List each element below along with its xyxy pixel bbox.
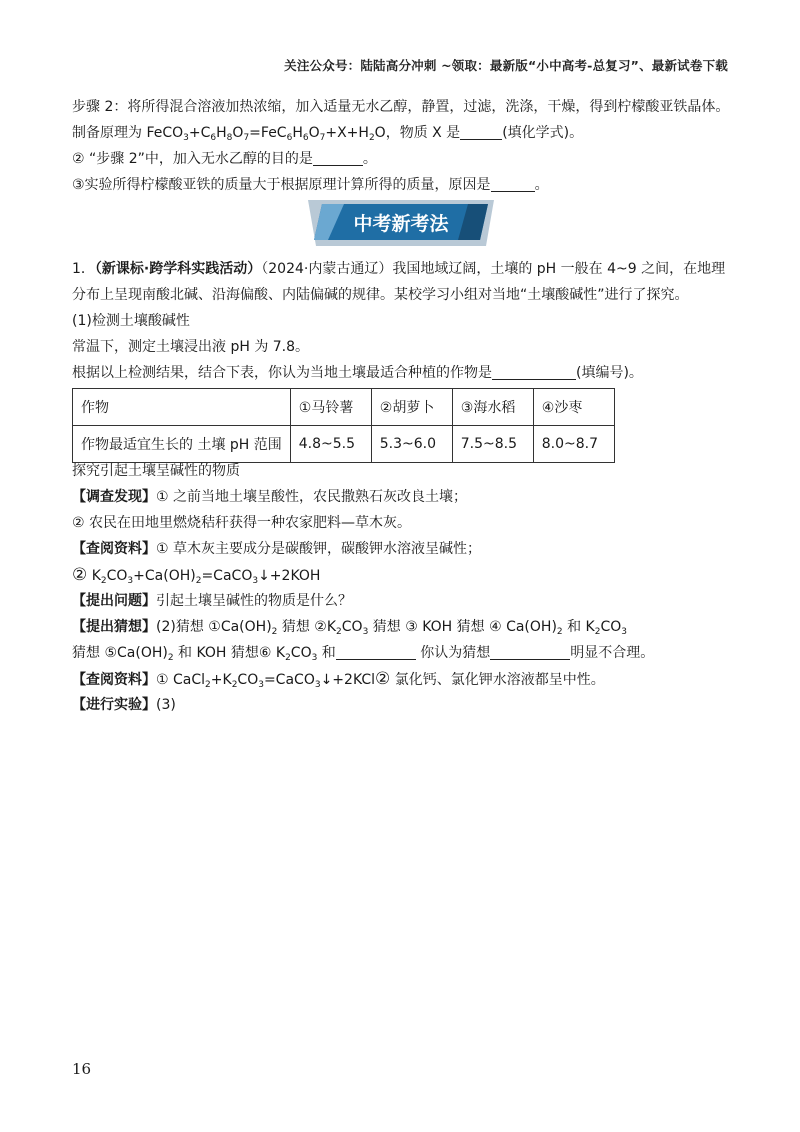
part1-measure: 常温下，测定土壤浸出液 pH 为 7.8。: [72, 339, 310, 355]
table-row: [73, 389, 615, 426]
hypothesis-line-2: 猜想 $⑤Ca(OH)_2$ 和 KOH 猜想⑥ $K_2CO_3$ 和 你认为猜想 明显不合理。: [72, 645, 655, 663]
table-cell-crop: ③海水稻: [452, 389, 533, 426]
answer-blank-unreasonable[interactable]: [490, 643, 570, 660]
survey-line-2: ② 农民在田地里燃烧秸秆获得一种农家肥料—草木灰。: [72, 515, 411, 531]
reference1-line-2: ② $K_2CO_3+Ca(OH)_2=CaCO_3↓+2KOH$: [72, 565, 321, 586]
reference2-line: 【查阅资料】① $CaCl_2+K_2CO_3=CaCO_3↓+2KCl②$ 氯化钙、氯化钾水溶液都呈中性。: [72, 669, 605, 690]
part1-question: 根据以上检测结果，结合下表，你认为当地土壤最适合种植的作物是 (填编号)。: [72, 365, 643, 381]
table-cell-crop: ④沙枣: [533, 389, 614, 426]
hypothesis-line-1: 【提出猜想】(2)猜想 $①Ca(OH)_2$ 猜想 $②K_2CO_3$ 猜想 ③ KOH 猜想 ④ $Ca(OH)_2$ 和 $K_2CO_3$: [72, 619, 627, 637]
part1-title: (1)检测土壤酸碱性: [72, 313, 190, 329]
answer-blank-q3[interactable]: [491, 175, 535, 192]
step2-text: 步骤 2：将所得混合溶液加热浓缩，加入适量无水乙醇，静置，过滤，洗涤，干燥，得到柠檬酸亚铁晶体。: [72, 99, 730, 115]
crop-ph-table: [72, 388, 615, 463]
table-cell-crop: ①马铃薯: [290, 389, 371, 426]
question1-intro-line1: 1．（新课标·跨学科实践活动）（2024·内蒙古通辽）我国地域辽阔，土壤的 pH 一般在 4~9 之间，在地理: [72, 261, 726, 277]
step2-question-2: ② “步骤 2”中，加入无水乙醇的目的是 。: [72, 151, 377, 167]
table-cell-ph: 8.0~8.7: [533, 426, 614, 463]
step2-question-3: ③实验所得柠檬酸亚铁的质量大于根据原理计算所得的质量，原因是 。: [72, 177, 549, 193]
question-line: 【提出问题】引起土壤呈碱性的物质是什么？: [72, 593, 352, 609]
answer-blank-x[interactable]: [460, 123, 502, 140]
table-cell-ph: 5.3~6.0: [371, 426, 452, 463]
survey-line-1: 【调查发现】① 之前当地土壤呈酸性，农民撒熟石灰改良土壤；: [72, 489, 467, 505]
experiment-line: 【进行实验】(3): [72, 697, 176, 713]
table-row: [73, 426, 615, 463]
page-number: 16: [72, 1060, 92, 1078]
answer-blank-crop[interactable]: [492, 363, 576, 380]
section-banner: [308, 200, 494, 246]
reference1-line-1: 【查阅资料】① 草木灰主要成分是碳酸钾，碳酸钾水溶液呈碱性；: [72, 541, 481, 557]
answer-blank-hyp6[interactable]: [336, 643, 416, 660]
header-note: 关注公众号：陆陆高分冲刺 ~领取：最新版“小中高考-总复习”、最新试卷下载: [284, 58, 728, 73]
table-header-crop: 作物: [73, 389, 291, 426]
table-header-ph: 作物最适宜生长的 土壤 pH 范围: [73, 426, 291, 463]
explore-title: 探究引起土壤呈碱性的物质: [72, 463, 240, 479]
answer-blank-q2[interactable]: [313, 149, 363, 166]
table-cell-ph: 4.8~5.5: [290, 426, 371, 463]
table-cell-ph: 7.5~8.5: [452, 426, 533, 463]
table-cell-crop: ②胡萝卜: [371, 389, 452, 426]
question1-intro-line2: 分布上呈现南酸北碱、沿海偏酸、内陆偏碱的规律。某校学习小组对当地“土壤酸碱性”进行了探究。: [72, 287, 689, 303]
step2-principle: 制备原理为 $FeCO_3+C_6H_8O_7=FeC_6H_6O_7+X+H_2O$，物质 X 是 (填化学式)。: [72, 125, 584, 143]
banner-title: 中考新考法: [353, 213, 449, 235]
